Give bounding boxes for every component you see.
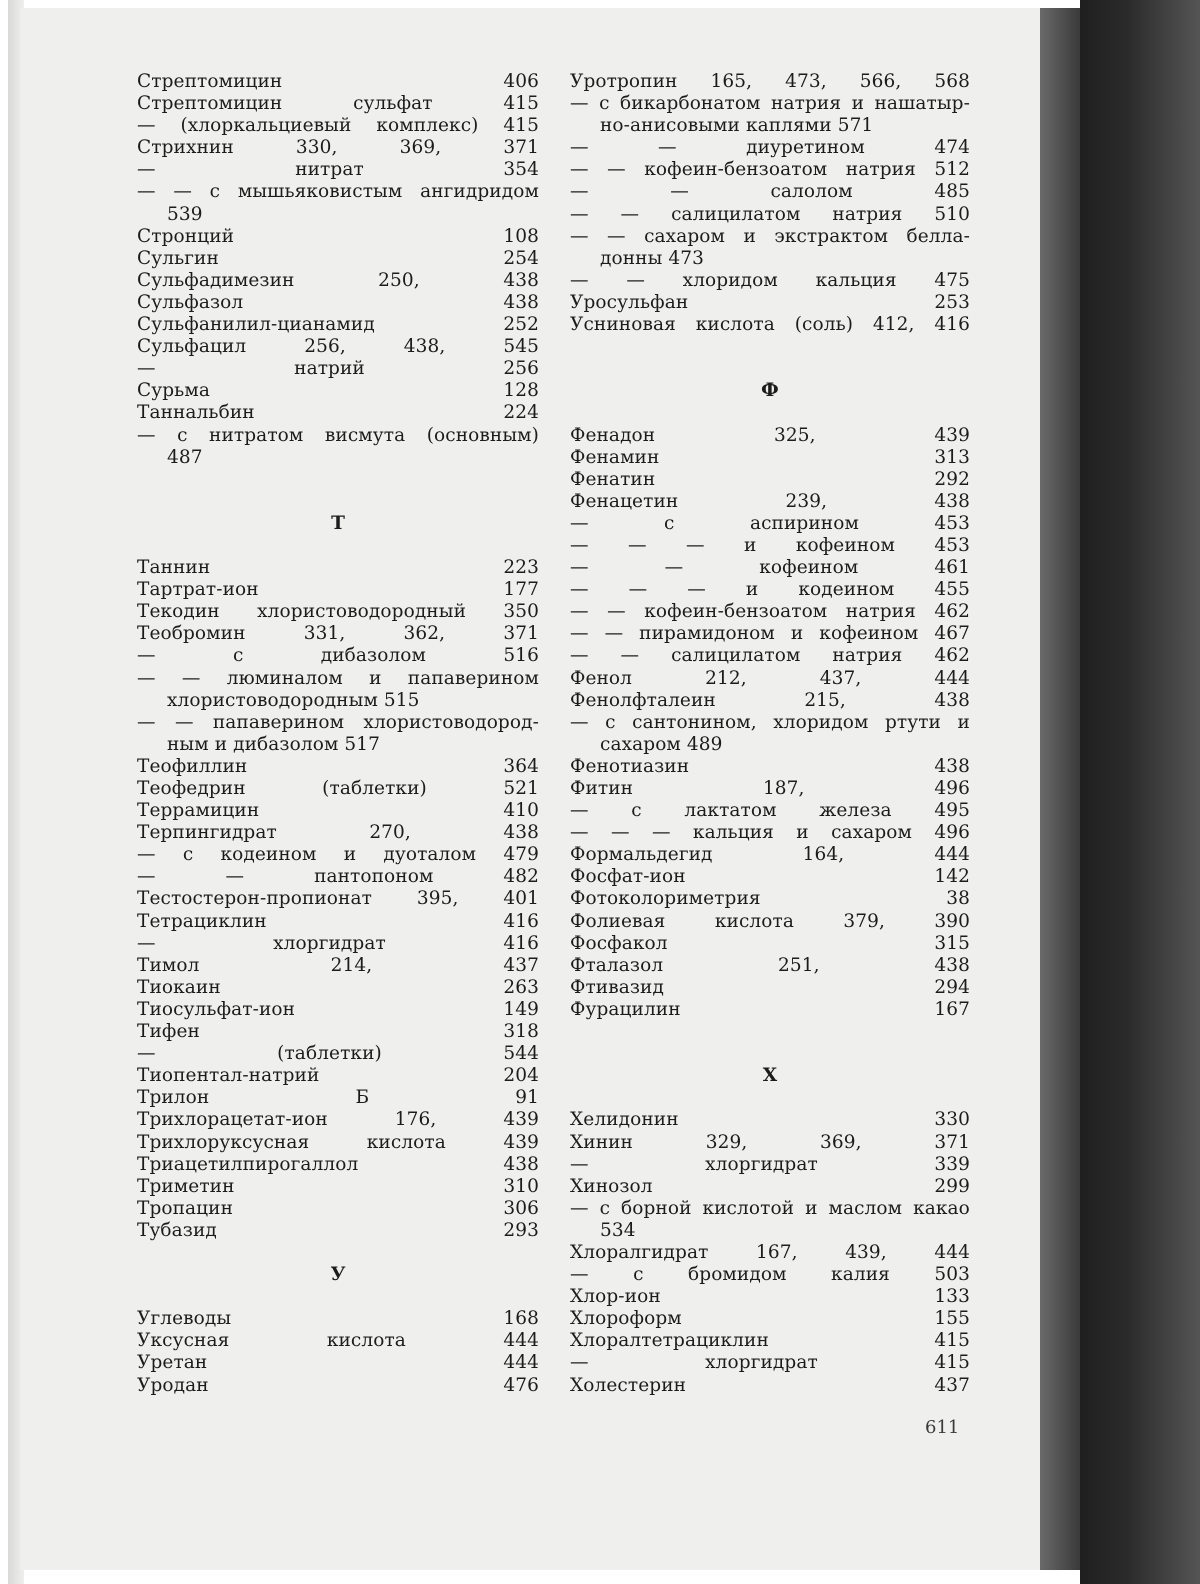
index-entry: Тимол 214, 437 <box>137 954 539 976</box>
index-entry: — — сахаром и экстрактом белла- <box>570 225 970 247</box>
index-column-right <box>570 71 970 1397</box>
index-entry: Стрихнин 330, 369, 371 <box>137 137 539 159</box>
index-entry: — — салицилатом натрия 462 <box>570 645 970 667</box>
index-entry: — с бромидом калия 503 <box>570 1264 970 1286</box>
index-entry: Сульфацил 256, 438, 545 <box>137 336 539 358</box>
index-entry-continuation: донны 473 <box>600 247 705 269</box>
index-entry: Фталазол 251, 438 <box>570 954 970 976</box>
index-entry: Фенотиазин 438 <box>570 755 970 777</box>
index-entry: Трихлоруксусная кислота 439 <box>137 1131 539 1153</box>
index-entry: Хлороформ 155 <box>570 1308 970 1330</box>
section-letter-header: Х <box>762 1065 778 1087</box>
index-entry: Тетрациклин 416 <box>137 910 539 932</box>
page-number: 611 <box>925 1417 960 1438</box>
index-entry: Хинин 329, 369, 371 <box>570 1131 970 1153</box>
index-entry: Фенатин 292 <box>570 468 970 490</box>
index-entry: Стронций 108 <box>137 225 539 247</box>
index-entry: Триметин 310 <box>137 1175 539 1197</box>
index-entry: Сульфазол 438 <box>137 291 539 313</box>
spacer <box>570 1021 970 1043</box>
index-entry: — — пантопоном 482 <box>137 866 539 888</box>
index-entry: Тиопентал-натрий 204 <box>137 1065 539 1087</box>
index-entry: Фурацилин 167 <box>570 998 970 1020</box>
index-entry: — (хлоркальциевый комплекс) 415 <box>137 115 539 137</box>
spacer <box>570 336 970 358</box>
index-entry: — (таблетки) 544 <box>137 1043 539 1065</box>
index-entry: Уротропин 165, 473, 566, 568 <box>570 71 970 92</box>
index-entry: Фенацетин 239, 438 <box>570 490 970 512</box>
index-entry: — с аспирином 453 <box>570 512 970 534</box>
index-entry: — — салолом 485 <box>570 181 970 203</box>
spacer <box>137 1242 539 1264</box>
index-entry-continuation: хлористоводородным 515 <box>167 689 420 711</box>
index-entry: Хлоралтетрациклин 415 <box>570 1330 970 1352</box>
index-entry: Трилон Б 91 <box>137 1087 539 1109</box>
index-entry-continuation: ным и дибазолом 517 <box>167 733 381 755</box>
index-entry: — — с мышьяковистым ангидридом <box>137 181 539 203</box>
index-entry: Таннальбин 224 <box>137 402 539 424</box>
index-entry: Фосфакол 315 <box>570 932 970 954</box>
index-entry: Тифен 318 <box>137 1021 539 1043</box>
index-entry: Сульфадимезин 250, 438 <box>137 269 539 291</box>
index-entry: Теофедрин (таблетки) 521 <box>137 778 539 799</box>
index-entry: Тропацин 306 <box>137 1197 539 1219</box>
index-entry: Сурьма 128 <box>137 380 539 402</box>
index-entry: — — кофеином 461 <box>570 557 970 579</box>
index-entry: Уродан 476 <box>137 1374 539 1396</box>
index-entry: — с нитратом висмута (основным) <box>137 424 539 446</box>
index-entry: Уросульфан 253 <box>570 291 970 313</box>
index-entry-continuation: 539 <box>167 203 203 225</box>
index-entry-continuation: но-анисовыми каплями 571 <box>600 115 874 137</box>
spacer <box>137 535 539 557</box>
index-entry: Холестерин 437 <box>570 1374 970 1396</box>
index-entry: Фотоколориметрия 38 <box>570 888 970 910</box>
index-entry: — нитрат 354 <box>137 159 539 181</box>
index-entry: Террамицин 410 <box>137 800 539 822</box>
index-entry: Хлоралгидрат 167, 439, 444 <box>570 1241 970 1263</box>
index-entry: — с кодеином и дуоталом 479 <box>137 844 539 866</box>
index-entry: Таннин 223 <box>137 557 539 579</box>
index-entry: — — пирамидоном и кофеином 467 <box>570 623 970 645</box>
index-entry: — с бикарбонатом натрия и нашатыр- <box>570 93 970 115</box>
index-entry: — с борной кислотой и маслом какао <box>570 1197 970 1219</box>
index-entry: — — хлоридом кальция 475 <box>570 269 970 291</box>
index-entry: Тиосульфат-ион 149 <box>137 998 539 1020</box>
index-entry: Фтивазид 294 <box>570 976 970 998</box>
spacer <box>570 1087 970 1109</box>
index-column-left <box>137 71 539 1397</box>
index-entry: — — салицилатом натрия 510 <box>570 203 970 225</box>
index-entry: — — — и кодеином 455 <box>570 579 970 601</box>
index-entry-continuation: 534 <box>600 1219 636 1241</box>
spacer <box>137 469 539 491</box>
section-letter-header: Ф <box>761 380 779 402</box>
index-entry: Фенол 212, 437, 444 <box>570 667 970 689</box>
index-entry-continuation: сахаром 489 <box>600 733 723 755</box>
spacer <box>137 491 539 513</box>
section-letter-header: У <box>330 1264 346 1286</box>
spacer <box>570 402 970 424</box>
index-entry: — хлоргидрат 339 <box>570 1153 970 1175</box>
index-entry: Уксусная кислота 444 <box>137 1330 539 1352</box>
index-entry: — — кофеин-бензоатом натрия 462 <box>570 601 970 623</box>
index-entry-continuation: 487 <box>167 446 203 468</box>
index-entry: Формальдегид 164, 444 <box>570 844 970 866</box>
index-entry: — с дибазолом 516 <box>137 645 539 667</box>
spacer <box>570 358 970 380</box>
index-entry: — натрий 256 <box>137 358 539 380</box>
index-entry: Сульгин 254 <box>137 247 539 269</box>
index-entry: Триацетилпирогаллол 438 <box>137 1153 539 1175</box>
index-entry: — — — кальция и сахаром 496 <box>570 822 970 844</box>
index-entry: Уретан 444 <box>137 1352 539 1374</box>
index-entry: Тартрат-ион 177 <box>137 579 539 601</box>
index-entry: Фолиевая кислота 379, 390 <box>570 910 970 932</box>
index-entry: — — кофеин-бензоатом натрия 512 <box>570 159 970 181</box>
index-entry: — хлоргидрат 415 <box>570 1352 970 1374</box>
index-entry: Фосфат-ион 142 <box>570 866 970 888</box>
index-entry: Теобромин 331, 362, 371 <box>137 623 539 645</box>
index-entry: Фенамин 313 <box>570 446 970 468</box>
book-binding <box>1040 8 1080 1570</box>
index-entry: Терпингидрат 270, 438 <box>137 822 539 844</box>
index-entry: Углеводы 168 <box>137 1308 539 1330</box>
index-entry: — — люминалом и папаверином <box>137 667 539 689</box>
index-entry: Тиокаин 263 <box>137 976 539 998</box>
index-entry: Стрептомицин 406 <box>137 71 539 92</box>
index-entry: Усниновая кислота (соль) 412, 416 <box>570 314 970 336</box>
index-entry: Хелидонин 330 <box>570 1109 970 1131</box>
index-entry: — с лактатом железа 495 <box>570 800 970 822</box>
index-entry: Теофиллин 364 <box>137 755 539 777</box>
index-entry: Тубазид 293 <box>137 1219 539 1241</box>
section-letter-header: Т <box>331 512 345 534</box>
index-entry: Трихлорацетат-ион 176, 439 <box>137 1109 539 1131</box>
spacer <box>137 1286 539 1308</box>
index-entry: Сульфанилил-цианамид 252 <box>137 314 539 336</box>
index-entry: Хлор-ион 133 <box>570 1286 970 1308</box>
index-entry: Тестостерон-пропионат 395, 401 <box>137 888 539 910</box>
index-entry: — — папаверином хлористоводород- <box>137 711 539 733</box>
index-entry: Фенолфталеин 215, 438 <box>570 689 970 711</box>
index-entry: — хлоргидрат 416 <box>137 932 539 954</box>
index-entry: Хинозол 299 <box>570 1175 970 1197</box>
index-entry: Фенадон 325, 439 <box>570 424 970 446</box>
index-entry: — — диуретином 474 <box>570 137 970 159</box>
spacer <box>570 1043 970 1065</box>
index-entry: Стрептомицин сульфат 415 <box>137 93 539 115</box>
index-entry: Фитин 187, 496 <box>570 778 970 799</box>
index-entry: Текодин хлористоводородный 350 <box>137 601 539 623</box>
index-entry: — — — и кофеином 453 <box>570 534 970 556</box>
index-entry: — с сантонином, хлоридом ртути и <box>570 711 970 733</box>
book-cover-edge <box>1080 0 1200 1584</box>
